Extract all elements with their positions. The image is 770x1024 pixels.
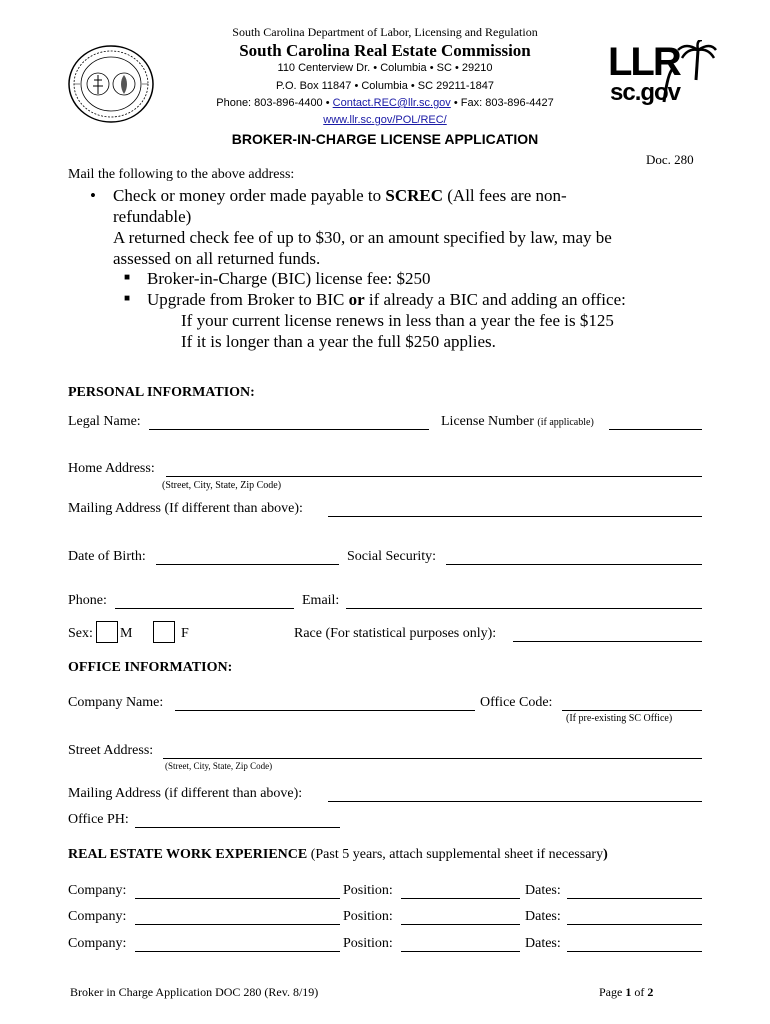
- upgrade-suffix: if already a BIC and adding an office:: [364, 290, 626, 309]
- street-address-field[interactable]: [163, 758, 702, 759]
- website-link[interactable]: www.llr.sc.gov/POL/REC/: [323, 114, 447, 126]
- upgrade-prefix: Upgrade from Broker to BIC: [147, 290, 349, 309]
- exp-dates-field[interactable]: [567, 898, 702, 899]
- exp-position-label: Position:: [343, 936, 393, 951]
- home-address-field[interactable]: [166, 476, 702, 477]
- exp-company-label: Company:: [68, 883, 127, 898]
- page-total: 2: [647, 985, 654, 999]
- sex-female-checkbox[interactable]: [153, 621, 175, 643]
- page-indicator: [599, 985, 653, 1000]
- upgrade-note-2: If it is longer than a year the full $250 applies.: [181, 332, 496, 351]
- office-code-label: Office Code:: [480, 695, 553, 710]
- payment-prefix: Check or money order made payable to: [113, 186, 386, 205]
- bic-fee-line: Broker-in-Charge (BIC) license fee: $250: [147, 269, 431, 288]
- ssn-label: Social Security:: [347, 549, 437, 564]
- legal-name-field[interactable]: [149, 429, 429, 430]
- experience-note: (Past 5 years, attach supplemental sheet if necessary: [307, 847, 604, 862]
- race-field[interactable]: [513, 641, 702, 642]
- sex-male-checkbox[interactable]: [96, 621, 118, 643]
- commission-name: South Carolina Real Estate Commission: [239, 41, 531, 60]
- page-prefix: Page: [599, 985, 626, 999]
- exp-position-field[interactable]: [401, 951, 520, 952]
- dob-field[interactable]: [156, 564, 339, 565]
- office-heading: OFFICE INFORMATION:: [68, 660, 233, 675]
- exp-dates-label: Dates:: [525, 936, 561, 951]
- office-mailing-field[interactable]: [328, 801, 702, 802]
- experience-close: ): [603, 847, 608, 862]
- dob-label: Date of Birth:: [68, 549, 146, 564]
- upgrade-note-1: If your current license renews in less than a year the fee is $125: [181, 311, 614, 330]
- street-address-hint: (Street, City, State, Zip Code): [165, 761, 273, 771]
- exp-position-field[interactable]: [401, 898, 520, 899]
- page-number: 1: [625, 985, 632, 999]
- page-of: of: [631, 985, 648, 999]
- exp-company-label: Company:: [68, 909, 127, 924]
- race-label: Race (For statistical purposes only):: [294, 626, 497, 641]
- exp-dates-label: Dates:: [525, 909, 561, 924]
- office-code-hint: (If pre-existing SC Office): [566, 713, 673, 724]
- email-field[interactable]: [346, 608, 702, 609]
- exp-position-label: Position:: [343, 883, 393, 898]
- office-phone-field[interactable]: [135, 827, 340, 828]
- home-address-hint: (Street, City, State, Zip Code): [162, 480, 282, 491]
- exp-dates-field[interactable]: [567, 924, 702, 925]
- phone-field[interactable]: [115, 608, 294, 609]
- payee-name: SCREC: [385, 186, 443, 205]
- legal-name-label: Legal Name:: [68, 414, 141, 429]
- street-address: 110 Centerview Dr. • Columbia • SC • 29210: [277, 62, 493, 74]
- phone-label: Phone:: [68, 593, 107, 608]
- if-applicable-note: (if applicable): [537, 417, 594, 428]
- fax-text: • Fax: 803-896-4427: [453, 97, 554, 109]
- email-link[interactable]: Contact.REC@llr.sc.gov: [332, 97, 451, 109]
- sex-label: Sex:: [68, 626, 93, 641]
- logo-llr-text: LLR: [608, 40, 680, 84]
- mailing-address-label: Mailing Address (If different than above):: [68, 501, 303, 516]
- payment-line-2: refundable): [113, 207, 192, 226]
- upgrade-fee-line: [147, 290, 626, 310]
- mailing-address-field[interactable]: [328, 516, 702, 517]
- upgrade-or: or: [348, 290, 365, 309]
- street-address-label: Street Address:: [68, 743, 154, 758]
- form-title: BROKER-IN-CHARGE LICENSE APPLICATION: [231, 131, 539, 147]
- office-code-field[interactable]: [562, 710, 702, 711]
- company-name-label: Company Name:: [68, 695, 164, 710]
- office-mailing-label: Mailing Address (if different than above):: [68, 786, 303, 801]
- payment-suffix: (All fees are non-: [443, 186, 567, 205]
- exp-company-field[interactable]: [135, 898, 340, 899]
- office-phone-label: Office PH:: [68, 812, 129, 827]
- home-address-label: Home Address:: [68, 461, 155, 476]
- exp-position-field[interactable]: [401, 924, 520, 925]
- agency-name: South Carolina Department of Labor, Licensing and Regulation: [232, 25, 538, 39]
- exp-dates-label: Dates:: [525, 883, 561, 898]
- bullet-icon: •: [90, 186, 96, 205]
- exp-company-field[interactable]: [135, 951, 340, 952]
- exp-position-label: Position:: [343, 909, 393, 924]
- company-name-field[interactable]: [175, 710, 475, 711]
- license-number-field[interactable]: [609, 429, 702, 430]
- sex-female-label: F: [181, 626, 189, 641]
- logo-scgov-text: sc.gov: [610, 79, 681, 106]
- square-bullet-icon: ■: [124, 272, 131, 283]
- experience-title: REAL ESTATE WORK EXPERIENCE: [68, 847, 308, 862]
- email-label: Email:: [302, 593, 340, 608]
- sex-male-label: M: [120, 626, 133, 641]
- personal-heading: PERSONAL INFORMATION:: [68, 385, 255, 400]
- doc-number: Doc. 280: [646, 152, 694, 167]
- llr-logo: [606, 40, 718, 110]
- experience-heading: [68, 847, 608, 863]
- exp-company-label: Company:: [68, 936, 127, 951]
- po-box-address: P.O. Box 11847 • Columbia • SC 29211-1847: [275, 80, 495, 92]
- returned-check-line-2: assessed on all returned funds.: [113, 249, 321, 268]
- returned-check-line-1: A returned check fee of up to $30, or an amount specified by law, may be: [113, 228, 612, 247]
- mail-intro: Mail the following to the above address:: [68, 167, 295, 182]
- ssn-field[interactable]: [446, 564, 702, 565]
- payment-line-1: [113, 186, 567, 206]
- phone-text: Phone: 803-896-4400 •: [216, 97, 330, 109]
- exp-company-field[interactable]: [135, 924, 340, 925]
- exp-dates-field[interactable]: [567, 951, 702, 952]
- license-number-label: [441, 414, 594, 430]
- license-number-text: License Number: [441, 414, 534, 429]
- square-bullet-icon: ■: [124, 293, 131, 304]
- footer-doc-title: Broker in Charge Application DOC 280 (Rev. 8/19): [70, 985, 319, 999]
